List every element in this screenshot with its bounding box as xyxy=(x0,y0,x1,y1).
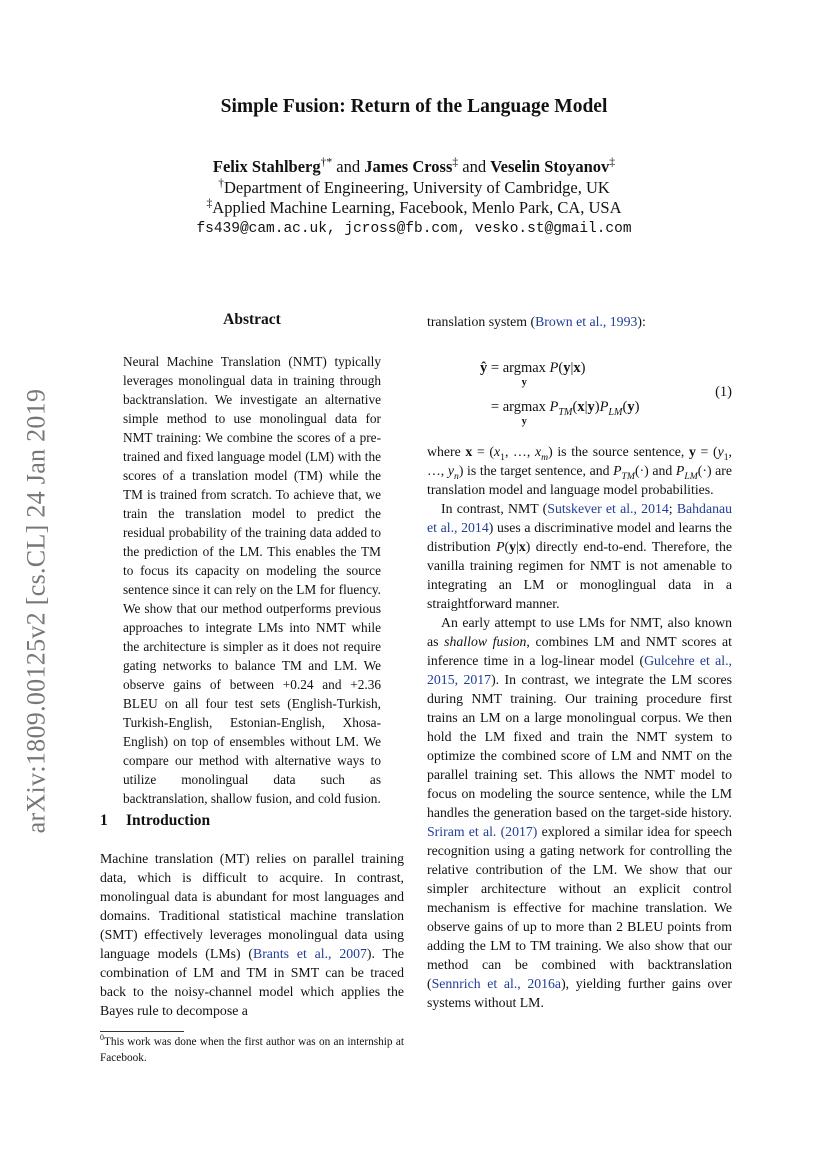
paragraph-text: is the source sentence, xyxy=(552,444,689,459)
abstract-body: Neural Machine Translation (NMT) typically leverages monolingual data in training through backtranslation. We investigate an alternative simple method to use monolingual data for NMT training: We combine the scores of a pre-trained and fixed language model (LM) with the scores of a translation model (TM) while the TM is trained from scratch. To achieve that, we train the translation model to predict the residual probability of the training data added to the prediction of the LM. This enables the TM to focus its capacity on modeling the source sentence since it can rely on the LM for fluency. We show that our method outperforms previous approaches to integrate LMs into NMT while the architecture is simpler as it does not require gating networks to balance TM and LM. We observe gains of between +0.24 and +2.36 BLEU on all four test sets (English-Turkish, Turkish-English, Estonian-English, Xhosa-English) on top of ensembles without LM. We compare our method with alternative ways to utilize monolingual data such as backtranslation, shallow fusion, and cold fusion. xyxy=(123,354,381,806)
section-number: 1 xyxy=(100,812,108,829)
equation-line: = argmax y $P_{TM}(x|y)P_{LM}(y)$ xyxy=(480,399,640,427)
citation-link[interactable]: Sutskever et al., 2014 xyxy=(547,501,669,516)
paragraph: where $x = (x_1$, …, $x_m$) is the source sentence, $y = (y_1$, …, $y_n$) is the target sentence, and $P_{TM}(\cdot)$ and $P_{LM}(\cdot)$ are translation model and language model probabilities. xyxy=(427,444,732,497)
paragraph-text: where xyxy=(427,444,466,459)
author-block xyxy=(0,157,828,239)
intro-paragraph xyxy=(100,849,404,1020)
affiliation-mark: † xyxy=(218,177,224,189)
emphasis-text: shallow fusion xyxy=(444,634,527,649)
affiliation-mark: ‡ xyxy=(206,197,213,210)
paragraph-text: explored a similar idea for speech recognition using a gating network for controlling the relative contribution of the LM. We show that our simpler architecture without an explicit control mechanism is effective for machine translation. We observe gains of up to more than 2 BLEU points from adding the LM to TM training. We also show that our method can be combined with backtranslation ( xyxy=(427,824,732,991)
paragraph-text: In contrast, NMT ( xyxy=(441,501,548,516)
email-link[interactable]: vesko.st@gmail.com xyxy=(474,220,632,237)
citation-link[interactable]: Brants et al., 2007 xyxy=(253,946,367,961)
paragraph-text: are translation model and language model probabilities. xyxy=(427,463,732,497)
paper-title: Simple Fusion: Return of the Language Model xyxy=(220,96,608,117)
right-column-body xyxy=(427,442,732,1012)
conjunction: and xyxy=(458,157,491,176)
paragraph-text: ). The combination of LM and TM in SMT can be traced back to the noisy-channel model which applies the Bayes rule to decompose a xyxy=(100,946,404,1018)
author-name: Veselin Stoyanov xyxy=(490,157,610,176)
citation-link[interactable]: Gulcehre et al., 2015, 2017 xyxy=(427,653,732,687)
author-name: James Cross xyxy=(364,157,453,176)
affiliation-text: Department of Engineering, University of Cambridge, UK xyxy=(223,177,610,197)
citation-link[interactable]: Sennrich et al., 2016a xyxy=(431,976,562,991)
email-link[interactable]: jcross@fb.com xyxy=(344,220,458,237)
paragraph-text: directly end-to-end. Therefore, the vanilla training regimen for NMT is not amenable to integrating an LM or monoglingual data in a straightforward manner. xyxy=(427,539,732,611)
section-heading xyxy=(100,812,210,830)
citation-link[interactable]: Brown et al., 1993 xyxy=(535,314,638,329)
paragraph xyxy=(427,613,732,1012)
footnote-rule xyxy=(100,1031,184,1032)
paragraph-text: ): xyxy=(637,314,646,329)
affiliation xyxy=(0,178,828,199)
arxiv-sidebar xyxy=(14,372,58,850)
author-name: Felix Stahlberg xyxy=(212,157,321,176)
right-column-top xyxy=(427,312,732,331)
paragraph-text: ) uses a discriminative model and learns the distribution xyxy=(427,520,732,554)
affiliation xyxy=(0,198,828,219)
author-names xyxy=(0,157,828,178)
email-link[interactable]: fs439@cam.ac.uk xyxy=(196,220,327,237)
footnote xyxy=(100,1035,404,1066)
author-mark: †* xyxy=(320,156,333,169)
equation-1 xyxy=(427,360,732,432)
equation-number: (1) xyxy=(715,384,732,400)
citation-link[interactable]: Sriram et al. (2017) xyxy=(427,824,538,839)
conjunction: and xyxy=(332,157,365,176)
equation-line: ŷ = argmax y P(y|x) xyxy=(480,360,586,388)
paragraph-text: translation system ( xyxy=(427,314,536,329)
email-line: fs439@cam.ac.uk, jcross@fb.com, vesko.st@gmail.com xyxy=(196,220,632,237)
paragraph: In contrast, NMT (Sutskever et al., 2014; Bahdanau et al., 2014) uses a discriminative model and learns the distribution P(y|x) directly end-to-end. Therefore, the vanilla training regimen for NMT is not amenable to integrating an LM or monoglingual data in a straightforward manner. xyxy=(427,501,732,611)
paragraph-text: Machine translation (MT) relies on parallel training data, which is difficult to acquire. In contrast, monolingual data is abundant for most languages and domains. Traditional statistical machine translation (SMT) effectively leverages monolingual data using language models (LMs) ( xyxy=(100,851,404,961)
paragraph-text: ). In contrast, we integrate the LM scores during NMT training. Our training procedure first trains an LM on a large monolingual corpus. We then hold the LM fixed and train the NMT system to optimize the combined score of LM and NMT on the parallel training set. This allows the NMT model to focus on modeling the source sentence, while the LM handles the generation based on the target-side history. xyxy=(427,672,733,820)
affiliation-text: Applied Machine Learning, Facebook, Menlo Park, CA, USA xyxy=(212,198,622,217)
arxiv-identifier: arXiv:1809.00125v2 [cs.CL] 24 Jan 2019 xyxy=(21,388,50,834)
paragraph-text: ), yielding further gains over systems without LM. xyxy=(427,976,733,1010)
footnote-text: This work was done when the first author was on an internship at Facebook. xyxy=(100,1036,404,1064)
abstract-heading: Abstract xyxy=(223,311,281,328)
paragraph-text: ; xyxy=(668,501,677,516)
paragraph-text: , combines LM and NMT scores at inference time in a log-linear model ( xyxy=(427,634,732,668)
author-mark: ‡ xyxy=(609,156,616,169)
footnote-mark: 0 xyxy=(100,1033,104,1043)
author-mark: ‡ xyxy=(452,156,459,169)
paragraph-text: An early attempt to use LMs for NMT, also known as xyxy=(427,615,732,649)
paragraph-text: and xyxy=(648,463,676,478)
section-title: Introduction xyxy=(126,812,211,829)
citation-link[interactable]: Bahdanau et al., 2014 xyxy=(427,501,732,535)
paragraph-text: is the target sentence, and xyxy=(463,463,614,478)
